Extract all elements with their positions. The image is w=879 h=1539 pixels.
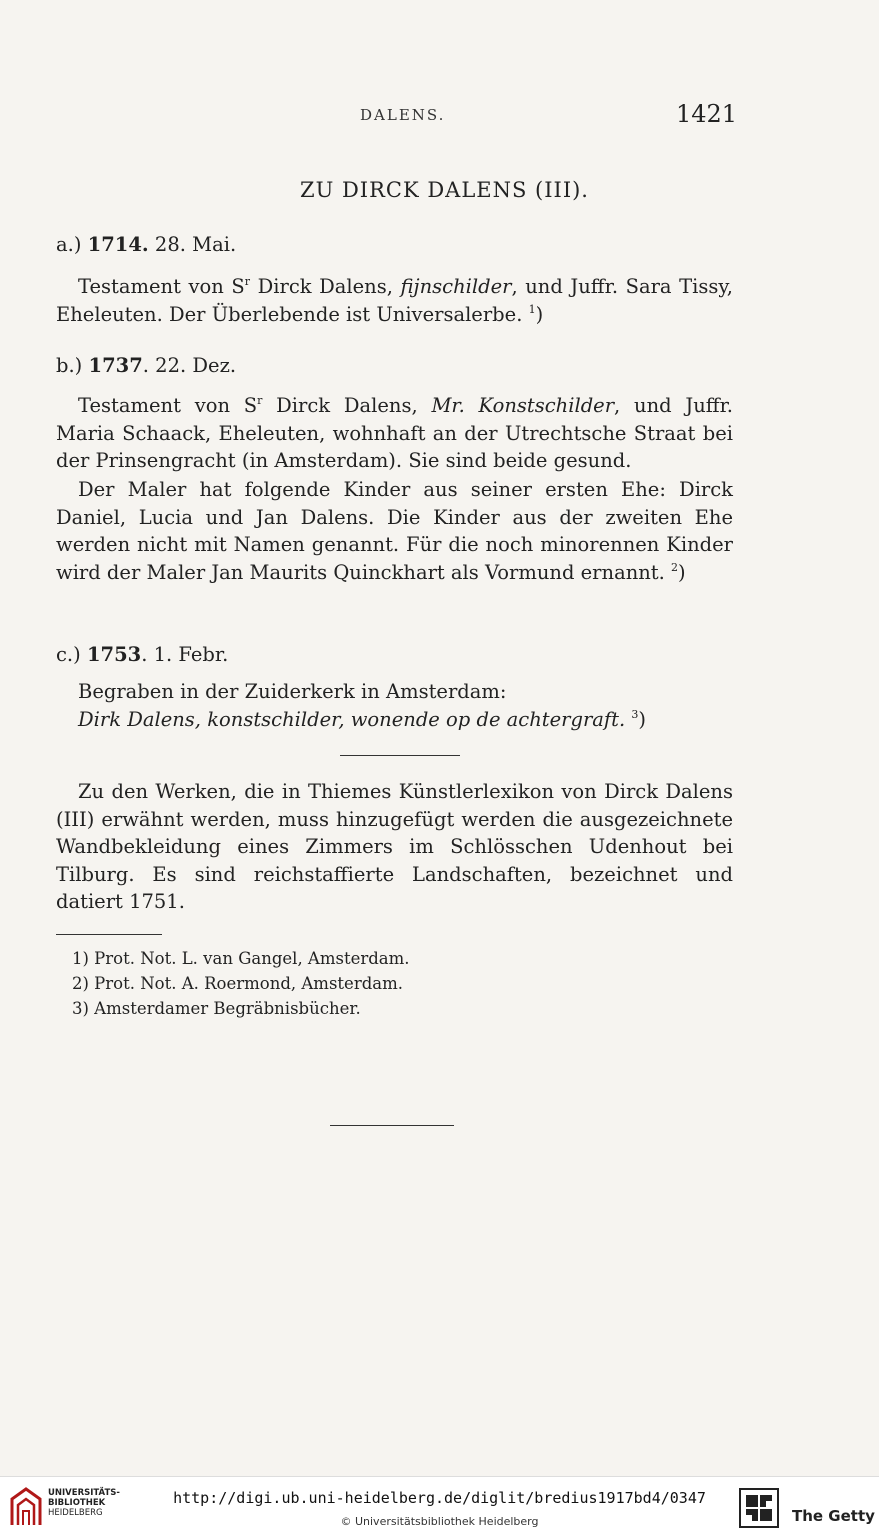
entry-date: . 22. Dez. — [142, 354, 237, 377]
viewer-footer — [0, 1476, 879, 1539]
entry-a-paragraph: Testament von $S^r$ Dirck Dalens, fijnschilder, und Juffr. Sara Tissy, Eheleuten. Der Überlebende ist Universalerbe. $^1$) — [56, 275, 734, 326]
entry-c-quote: Dirk Dalens, konstschilder, wonende op de achtergraft. $^3$) — [78, 708, 646, 731]
entry-b-heading — [56, 354, 236, 377]
entry-label: b.) — [56, 354, 83, 377]
running-head: DALENS. — [360, 106, 446, 124]
footnote-ref: 3 — [631, 708, 639, 721]
university-library-name: UNIVERSITÄTS- BIBLIOTHEK HEIDELBERG — [48, 1488, 120, 1518]
footnote-1: 1) Prot. Not. L. van Gangel, Amsterdam. — [72, 949, 410, 968]
footnote-3: 3) Amsterdamer Begräbnisbücher. — [72, 999, 361, 1018]
footnote-2: 2) Prot. Not. A. Roermond, Amsterdam. — [72, 974, 403, 993]
entry-c-paragraph: Begraben in der Zuiderkerk in Amsterdam: — [78, 680, 507, 703]
entry-b-paragraph-1: Testament von $S^r$ Dirck Dalens, Mr. Konstschilder, und Juffr. Maria Schaack, Eheleuten, wohnhaft an der Utrechtsche Straat bei der Prinsengracht (in Amsterdam). Sie sind beide gesund. — [56, 394, 733, 472]
permalink-url[interactable]: http://digi.ub.uni-heidelberg.de/diglit/bredius1917bd4/0347 — [173, 1489, 706, 1507]
entry-year: 1737 — [88, 354, 143, 377]
end-divider — [330, 1125, 454, 1126]
article-title: ZU DIRCK DALENS (III). — [299, 178, 589, 202]
entry-a-heading — [56, 233, 236, 256]
getty-name: The Getty — [792, 1507, 875, 1525]
footnote-ref: 2 — [671, 560, 679, 574]
entry-date: . 1. Febr. — [141, 643, 229, 666]
entry-label: c.) — [56, 643, 81, 666]
copyright-notice: © Universitätsbibliothek Heidelberg — [340, 1515, 539, 1528]
entry-b-paragraph-2: Der Maler hat folgende Kinder aus seiner ersten Ehe: Dirck Daniel, Lucia und Jan Dalens. Die Kinder aus der zweiten Ehe werden nicht mit Namen genannt. Für die noch minorennen Kinder wird der Maler Jan Maurits Quinckhart als Vormund ernannt. $^2$) — [56, 478, 733, 584]
closing-paragraph: Zu den Werken, die in Thiemes Künstlerlexikon von Dirck Dalens (III) erwähnt werden, muss hinzugefügt werden die ausgezeichnete Wandbekleidung eines Zimmers im Schlösschen Udenhout bei Tilburg. Es sind reichstaffierte Landschaften, bezeichnet und datiert 1751. — [56, 780, 733, 913]
entry-year: 1753 — [86, 643, 142, 666]
entry-date: 28. Mai. — [154, 233, 237, 256]
getty-logo-icon — [738, 1487, 780, 1531]
section-divider — [340, 755, 460, 756]
entry-year: 1714. — [87, 233, 149, 256]
entry-label: a.) — [56, 233, 82, 256]
footnote-ref: 1 — [528, 302, 536, 316]
page-number: 1421 — [676, 100, 738, 128]
entry-c-heading — [56, 643, 228, 666]
footnote-divider — [56, 934, 162, 935]
